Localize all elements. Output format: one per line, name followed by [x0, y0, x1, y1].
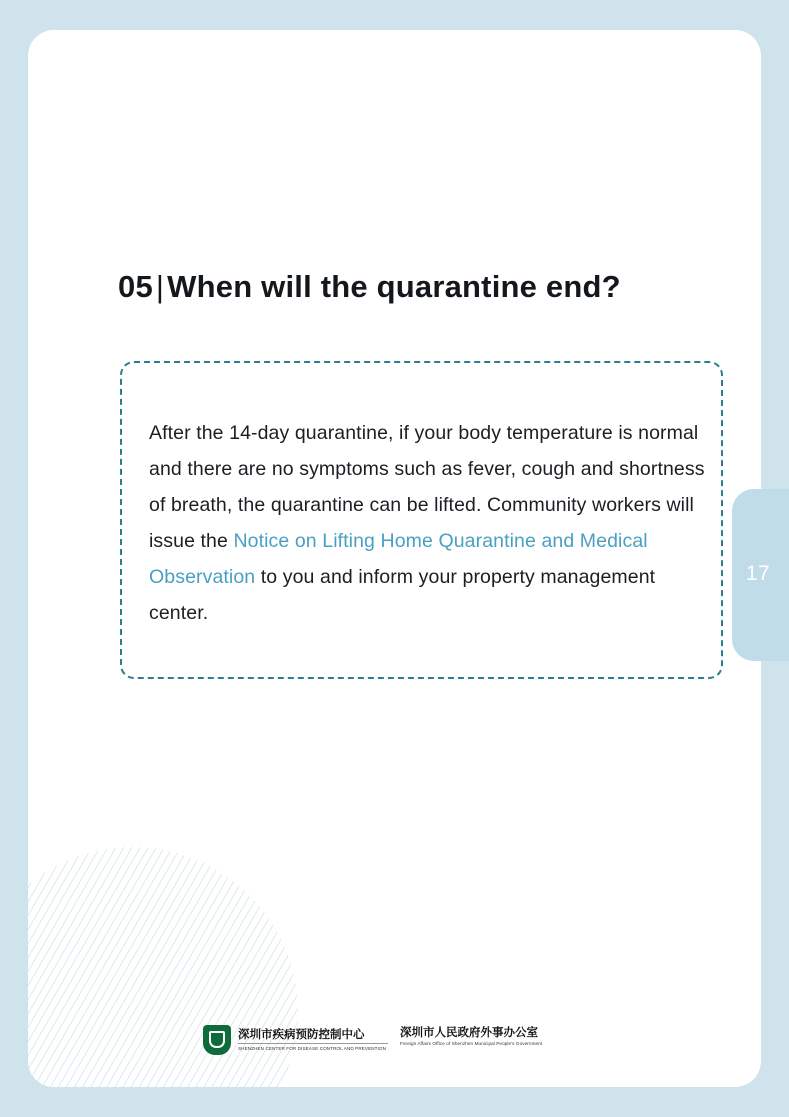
- logo-fao-name-cn: 深圳市人民政府外事办公室: [400, 1027, 538, 1039]
- answer-box: [120, 361, 723, 679]
- page-number: 17: [745, 562, 771, 585]
- answer-paragraph: [149, 415, 705, 631]
- logo-cdc-name-cn: 深圳市疾病预防控制中心: [238, 1028, 365, 1041]
- logo-cdc: [203, 1025, 388, 1055]
- logo-divider: [238, 1043, 388, 1044]
- logo-foreign-affairs: [400, 1027, 542, 1047]
- document-card: [28, 30, 761, 1087]
- answer-text-part1: After the 14-day quarantine, if your body temperature is normal and there are no symptoms such as fever, cough and shortness of breath, the quarantine can be lifted. Community workers will issue the: [149, 421, 705, 552]
- title-text: When will the quarantine end?: [167, 268, 621, 304]
- page-title: [118, 269, 621, 305]
- logo-fao-name-en: Foreign Affairs Office of Shenzhen Municipal People's Government: [400, 1041, 543, 1046]
- title-separator: |: [155, 268, 165, 304]
- logo-foreign-affairs-text: [400, 1027, 542, 1047]
- shield-logo-icon: [203, 1025, 231, 1055]
- section-number: 05: [118, 268, 153, 304]
- logo-cdc-name-en: SHENZHEN CENTER FOR DISEASE CONTROL AND PREVENTION: [238, 1045, 387, 1051]
- document-title-highlight: Notice on Lifting Home Quarantine and Medical Observation: [149, 529, 648, 588]
- answer-text-part2: to you and inform your property management center.: [149, 565, 656, 624]
- footer: [28, 1023, 761, 1063]
- logo-cdc-text: [238, 1029, 388, 1052]
